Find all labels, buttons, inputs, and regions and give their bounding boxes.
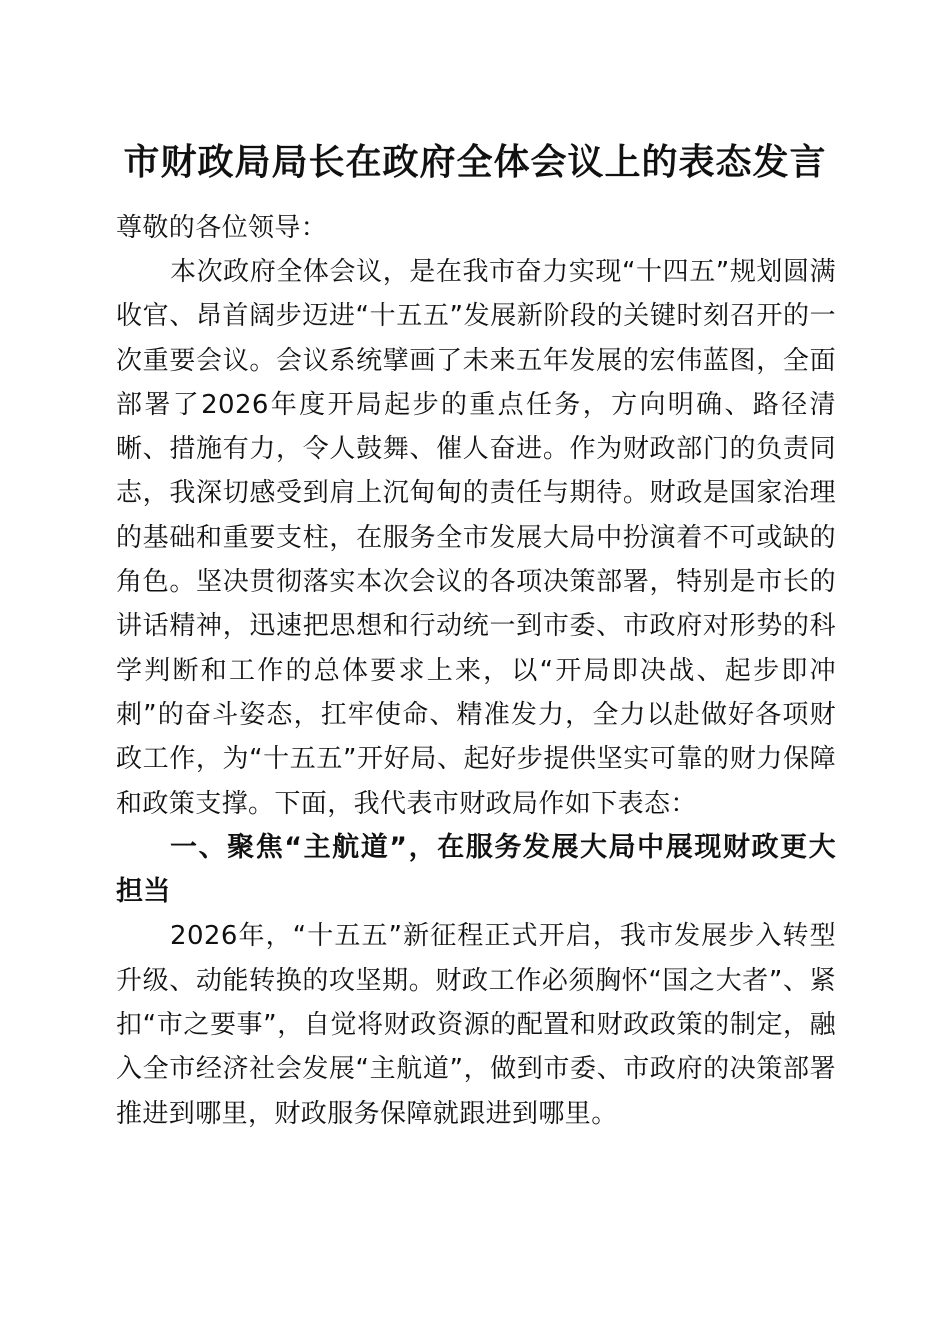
document-body: [116, 206, 836, 1136]
document-title: 市财政局局长在政府全体会议上的表态发言: [123, 141, 827, 183]
salutation: 尊敬的各位领导：: [116, 213, 328, 243]
section-heading-1: 一、聚焦“主航道”，在服务发展大局中展现财政更大担当: [116, 831, 836, 908]
paragraph-section-1: 2026年，“十五五”新征程正式开启，我市发展步入转型升级、动能转换的攻坚期。财政工作必须胸怀“国之大者”、紧扣“市之要事”，自觉将财政资源的配置和财政政策的制定，融入全市经济社会发展“主航道”，做到市委、市政府的决策部署推进到哪里，财政服务保障就跟进到哪里。: [116, 921, 836, 1129]
paragraph-opening: 本次政府全体会议，是在我市奋力实现“十四五”规划圆满收官、昂首阔步迈进“十五五”发展新阶段的关键时刻召开的一次重要会议。会议系统擘画了未来五年发展的宏伟蓝图，全面部署了2026年度开局起步的重点任务，方向明确、路径清晰、措施有力，令人鼓舞、催人奋进。作为财政部门的负责同志，我深切感受到肩上沉甸甸的责任与期待。财政是国家治理的基础和重要支柱，在服务全市发展大局中扮演着不可或缺的角色。坚决贯彻落实本次会议的各项决策部署，特别是市长的讲话精神，迅速把思想和行动统一到市委、市政府对形势的科学判断和工作的总体要求上来，以“开局即决战、起步即冲刺”的奋斗姿态，扛牢使命、精准发力，全力以赴做好各项财政工作，为“十五五”开好局、起好步提供坚实可靠的财力保障和政策支撑。下面，我代表市财政局作如下表态：: [116, 257, 836, 819]
